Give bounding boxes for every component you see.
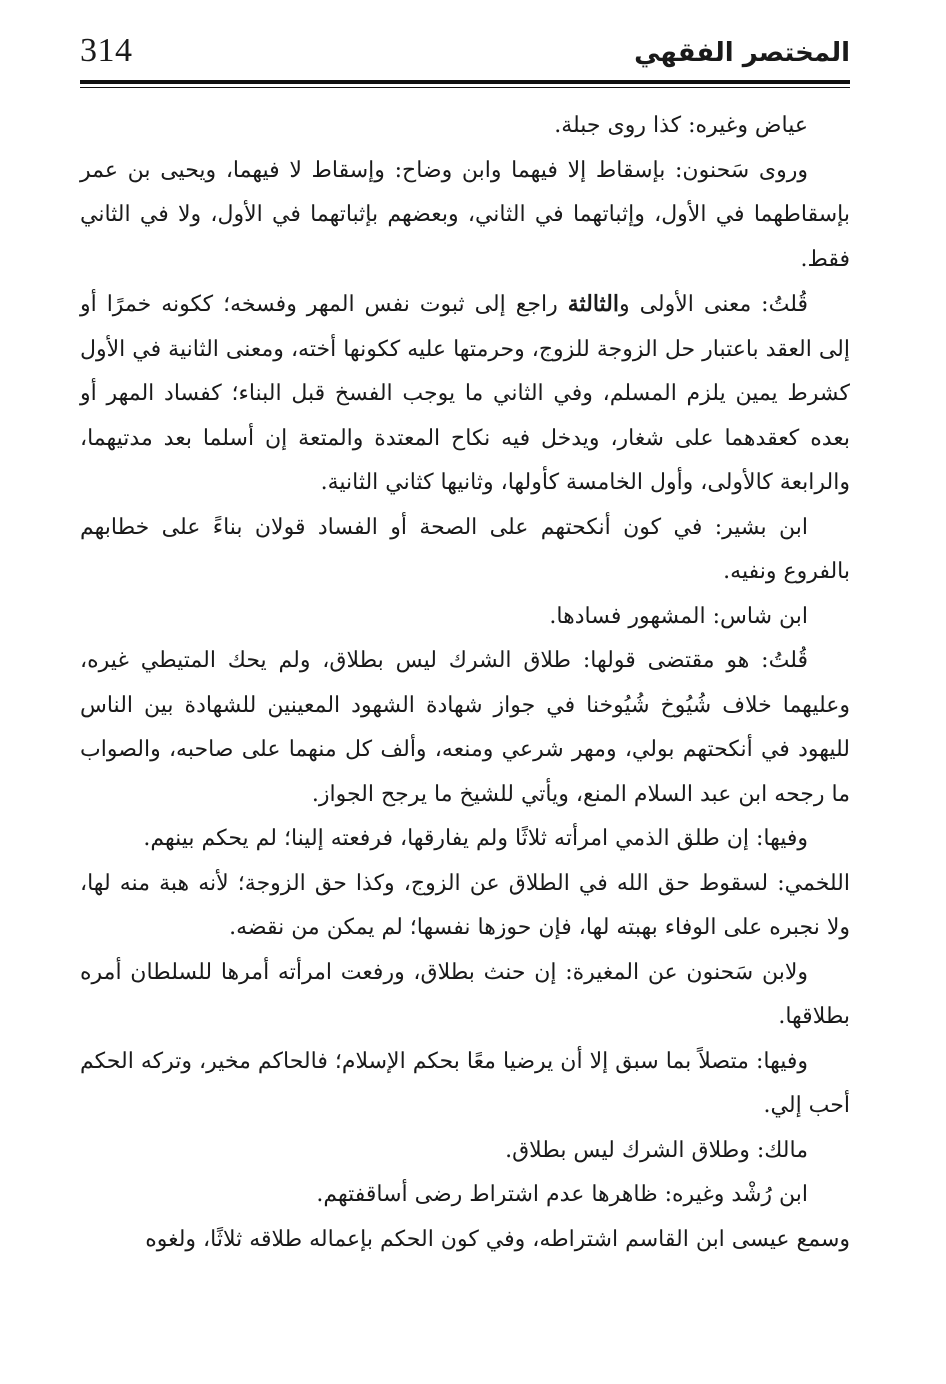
header-rule-thin (80, 87, 850, 88)
paragraph: اللخمي: لسقوط حق الله في الطلاق عن الزوج، وكذا حق الزوجة؛ لأنه هبة منه لها، ولا نجبره على الوفاء بهبته لها، فإن حوزها نفسها؛ لم يمكن من نقضه. (80, 870, 850, 940)
paragraph-lead: قُلتُ: معنى الأولى و (619, 292, 808, 317)
paragraph-rest: راجع إلى ثبوت نفس المهر وفسخه؛ ككونه خمرًا أو إلى العقد باعتبار حل الزوجة للزوج، وحرمتها عليه ككونها أخته، ومعنى الثانية في الأول كشرط يمين يلزم المسلم، وفي الثاني ما يوجب الفسخ قبل البناء؛ كفساد المهر أو بعده كعقدهما على شغار، ويدخل فيه نكاح المعتدة والمتعة إن أسلما بعد مدتيهما، والرابعة كالأولى، وأول الخامسة كأولها، وثانيها كثاني الثانية. (80, 292, 850, 495)
paragraph: عياض وغيره: كذا روى جبلة. (554, 113, 808, 138)
paragraph: ابن شاس: المشهور فسادها. (549, 603, 808, 629)
paragraph: وروى سَحنون: بإسقاط إلا فيهما وابن وضاح: وإسقاط لا فيهما، ويحيى بن عمر بإسقاطهما في الأول، وإثباتهما في الثاني، وبعضهم بإثباتهما في الأول، ولا في الثاني فقط. (80, 157, 850, 272)
page-header (80, 30, 850, 78)
paragraph: ابن رُشْد وغيره: ظاهرها عدم اشتراط رضى أساقفتهم. (316, 1182, 808, 1207)
paragraph: قُلتُ: هو مقتضى قولها: طلاق الشرك ليس بطلاق، ولم يحك المتيطي غيره، وعليهما خلاف شُيُوخ شُيُوخنا في جواز شهادة الشهود المعينين للشهادة بين الناس لليهود في أنكحتهم بولي، ومهر شرعي ومنعه، وألف كل منهما على صاحبه، والصواب ما رجحه ابن عبد السلام المنع، ويأتي للشيخ ما يرجح الجواز. (80, 648, 850, 807)
paragraph: مالك: وطلاق الشرك ليس بطلاق. (505, 1137, 808, 1163)
paragraph: ابن بشير: في كون أنكحتهم على الصحة أو الفساد قولان بناءً على خطابهم بالفروع ونفيه. (80, 514, 850, 584)
bold-term: الثالثة (567, 291, 619, 317)
book-title: المختصر الفقهي (634, 38, 850, 68)
paragraph: ولابن سَحنون عن المغيرة: إن حنث بطلاق، ورفعت امرأته أمرها للسلطان أمره بطلاقها. (80, 959, 850, 1029)
header-rule-thick (80, 80, 850, 84)
paragraph: وفيها: إن طلق الذمي امرأته ثلاثًا ولم يفارقها، فرفعته إلينا؛ لم يحكم بينهم. (143, 826, 808, 851)
page-number: 314 (80, 32, 133, 69)
paragraph: وسمع عيسى ابن القاسم اشتراطه، وفي كون الحكم بإعماله طلاقه ثلاثًا، ولغوه (145, 1226, 850, 1252)
paragraph: وفيها: متصلاً بما سبق إلا أن يرضيا معًا بحكم الإسلام؛ فالحاكم مخير، وتركه الحكم أحب إلي. (80, 1048, 850, 1118)
paragraph (80, 282, 850, 506)
body-text (80, 104, 850, 1262)
